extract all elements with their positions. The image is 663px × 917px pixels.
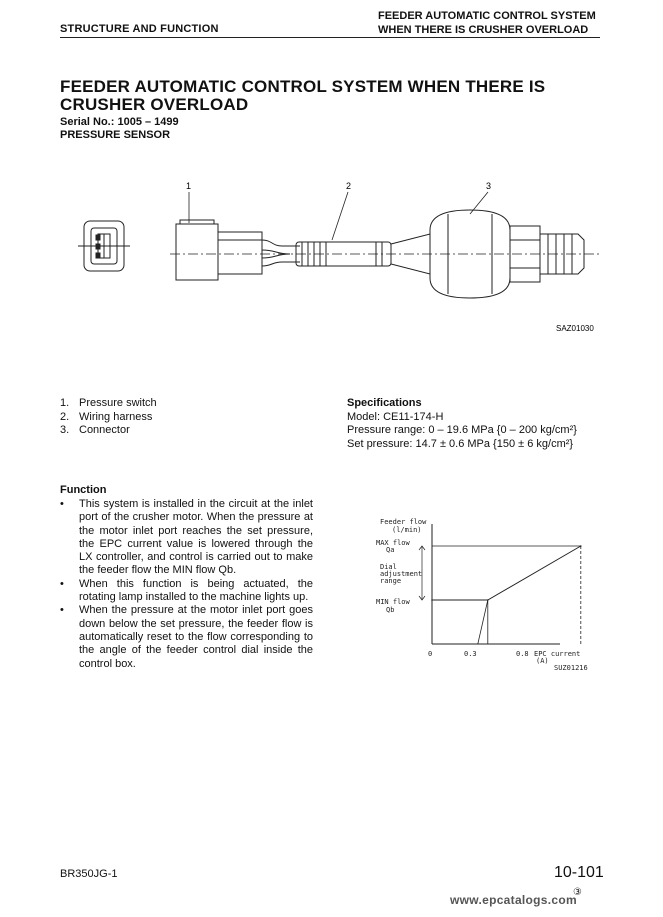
dial-label-1: Dial: [380, 563, 397, 571]
part-label: Pressure switch: [79, 397, 157, 409]
pressure-sensor-drawing: [0, 170, 663, 340]
sensor-side-view: [170, 210, 600, 298]
graph-code: SUZ01216: [554, 664, 588, 672]
title-line-2: CRUSHER OVERLOAD: [60, 95, 249, 114]
topic-line-2: WHEN THERE IS CRUSHER OVERLOAD: [378, 24, 589, 36]
x-tick-0-3: 0.3: [464, 650, 477, 658]
specs-heading: Specifications: [347, 397, 422, 409]
callout-3: 3: [486, 181, 492, 191]
topic-header: [378, 9, 596, 37]
list-item: [60, 397, 157, 411]
section-header: STRUCTURE AND FUNCTION: [60, 23, 219, 35]
watermark: www.epcatalogs.com: [450, 893, 577, 907]
serial-value: 1005 – 1499: [117, 116, 179, 128]
data-point: [487, 599, 489, 601]
list-item: [60, 424, 157, 438]
revision-mark: ③: [573, 887, 582, 898]
callout-1: 1: [186, 181, 192, 191]
feeder-flow-graph: [370, 512, 610, 682]
function-text: When this function is being actuated, the rotating lamp installed to the machine lights up.: [79, 577, 313, 604]
function-text: This system is installed in the circuit at the inlet port of the crusher motor. When the pressure at the motor inlet port reaches the set pressure, the EPC current value is lowered through the LX controller, and control is carried out to make the feeder flow the MIN flow Qb.: [79, 498, 313, 577]
list-item: [60, 411, 157, 425]
serial-number: [60, 116, 179, 129]
spec-pressure-range: Pressure range: 0 – 19.6 MPa {0 – 200 kg/cm²}: [347, 424, 577, 436]
min-flow-label: MIN flow: [376, 598, 410, 606]
part-label: Wiring harness: [79, 410, 153, 423]
x-tick-0-8: 0.8: [516, 650, 529, 658]
min-flow-qb: Qb: [386, 606, 395, 614]
data-point: [580, 545, 582, 547]
subsection-title: PRESSURE SENSOR: [60, 129, 171, 141]
bullet: •: [60, 604, 64, 617]
header-rule: [60, 37, 600, 38]
spec-model: Model: CE11-174-H: [347, 410, 444, 423]
connector-end-view: [78, 221, 130, 271]
part-label: Connector: [79, 424, 130, 436]
part-number: 1.: [60, 397, 70, 409]
list-item: [60, 498, 313, 578]
part-number: 2.: [60, 410, 70, 423]
function-text: When the pressure at the motor inlet port goes down below the set pressure, the feeder flow is automatically reset to the flow corresponding to the angle of the feeder control dial inside the control box.: [79, 604, 313, 670]
spec-set-pressure: Set pressure: 14.7 ± 0.6 MPa {150 ± 6 kg/cm²}: [347, 437, 574, 450]
dial-label-2: adjustment: [380, 570, 423, 578]
specifications: [347, 397, 577, 451]
figure-code: SAZ01030: [556, 324, 594, 333]
y-axis-label-line-1: Feeder flow: [380, 518, 427, 526]
list-item: [60, 604, 313, 670]
data-point: [431, 599, 433, 601]
topic-line-1: FEEDER AUTOMATIC CONTROL SYSTEM: [378, 10, 596, 22]
model-code: BR350JG-1: [60, 868, 118, 880]
max-flow-qa: Qa: [386, 546, 395, 554]
bullet: •: [60, 577, 64, 590]
title-line-1: FEEDER AUTOMATIC CONTROL SYSTEM WHEN THERE IS: [60, 77, 546, 96]
serial-label: Serial No.:: [60, 116, 115, 128]
list-item: [60, 578, 313, 605]
x-tick-0: 0: [428, 650, 433, 658]
page-number: 10-101: [554, 864, 604, 881]
part-number: 3.: [60, 424, 70, 436]
slant-line: [478, 600, 488, 644]
max-flow-label: MAX flow: [376, 539, 410, 547]
flow-series-line: [432, 546, 581, 600]
callout-2: 2: [346, 181, 352, 191]
x-axis-label-line-2: (A): [536, 657, 549, 665]
function-list: [60, 498, 313, 671]
parts-list: [60, 397, 157, 438]
y-axis-label-line-2: (l/min): [392, 526, 422, 534]
bullet: •: [60, 498, 64, 510]
x-axis-label-line-1: EPC current: [534, 650, 581, 658]
dial-label-3: range: [380, 577, 402, 585]
function-heading: Function: [60, 484, 107, 496]
page-title: [60, 78, 620, 114]
